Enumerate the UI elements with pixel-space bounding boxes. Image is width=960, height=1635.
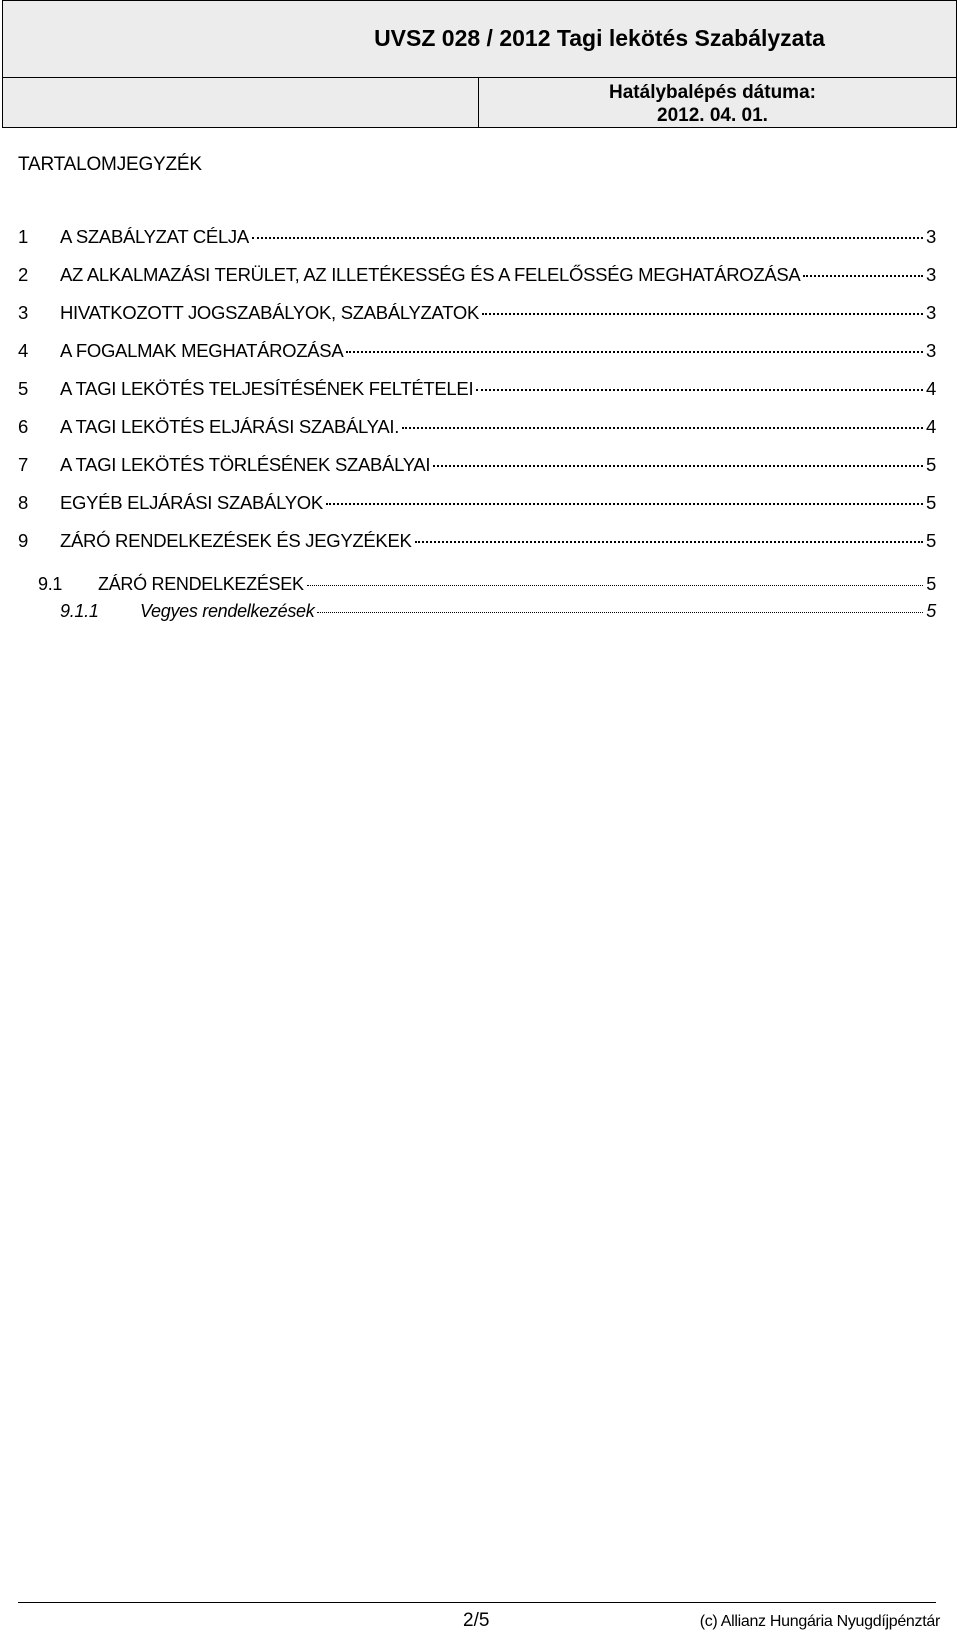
effective-date-label: Hatálybalépés dátuma: (609, 82, 816, 103)
toc-heading: TARTALOMJEGYZÉK (18, 154, 202, 175)
effective-date-cell (479, 78, 957, 128)
toc-entry-title[interactable]: A SZABÁLYZAT CÉLJA (60, 226, 249, 247)
toc-entry[interactable] (18, 264, 936, 302)
toc-entry[interactable] (18, 416, 936, 454)
toc-entry[interactable] (18, 530, 936, 568)
toc-entry[interactable] (18, 226, 936, 264)
toc-entry-title[interactable]: A TAGI LEKÖTÉS TELJESÍTÉSÉNEK FELTÉTELEI (60, 378, 474, 399)
toc-entry-number: 1 (18, 226, 28, 247)
toc-entry-page[interactable]: 5 (926, 492, 936, 513)
toc-entry-page[interactable]: 5 (926, 454, 936, 475)
header-title-cell (3, 1, 957, 78)
dot-leader (476, 388, 923, 391)
dot-leader (415, 540, 923, 543)
toc-entry-title[interactable]: EGYÉB ELJÁRÁSI SZABÁLYOK (60, 492, 323, 513)
toc-entry-number: 5 (18, 378, 28, 399)
toc-entry-page[interactable]: 4 (926, 378, 936, 399)
toc-entry-number: 6 (18, 416, 28, 437)
header-empty-cell (3, 78, 479, 128)
toc-entry[interactable] (18, 302, 936, 340)
effective-date-value: 2012. 04. 01. (657, 105, 768, 126)
toc-entry-title[interactable]: A TAGI LEKÖTÉS ELJÁRÁSI SZABÁLYAI. (60, 416, 400, 437)
toc-entry-number: 7 (18, 454, 28, 475)
toc-entry-number: 2 (18, 264, 28, 285)
toc-entry-title[interactable]: HIVATKOZOTT JOGSZABÁLYOK, SZABÁLYZATOK (60, 302, 479, 323)
toc-entry-page[interactable]: 5 (926, 601, 936, 621)
dot-leader (803, 274, 923, 277)
toc-entry-title[interactable]: A TAGI LEKÖTÉS TÖRLÉSÉNEK SZABÁLYAI (60, 454, 431, 475)
dot-leader (307, 584, 924, 586)
toc-subsubentry[interactable] (18, 601, 936, 627)
toc-entry-title[interactable]: A FOGALMAK MEGHATÁROZÁSA (60, 340, 344, 361)
footer-company-name: (c) Allianz Hungária Nyugdíjpénztár (699, 1613, 940, 1630)
toc-entry-number: 8 (18, 492, 28, 513)
dot-leader (482, 312, 923, 315)
footer-divider (18, 1602, 936, 1603)
toc-entry-number: 9 (18, 530, 28, 551)
dot-leader (252, 236, 923, 239)
toc-entry[interactable] (18, 454, 936, 492)
toc-entry-page[interactable]: 3 (926, 340, 936, 361)
toc-entry-page[interactable]: 3 (926, 264, 936, 285)
toc-entry-number: 3 (18, 302, 28, 323)
dot-leader (433, 464, 923, 467)
toc-entry-title[interactable]: ZÁRÓ RENDELKEZÉSEK (98, 574, 304, 594)
toc-entry-title[interactable]: ZÁRÓ RENDELKEZÉSEK ÉS JEGYZÉKEK (60, 530, 412, 551)
toc-entry-number: 9.1.1 (60, 601, 99, 621)
toc-entry-number: 4 (18, 340, 28, 361)
dot-leader (346, 350, 923, 353)
toc-entry-page[interactable]: 5 (926, 574, 936, 594)
toc-entry-page[interactable]: 4 (926, 416, 936, 437)
toc-entry[interactable] (18, 378, 936, 416)
toc-entry-page[interactable]: 5 (926, 530, 936, 551)
table-of-contents (18, 226, 936, 627)
toc-entry-number: 9.1 (38, 574, 63, 594)
dot-leader (326, 502, 923, 505)
document-title: UVSZ 028 / 2012 Tagi lekötés Szabályzata (374, 25, 825, 51)
footer-page-number: 2/5 (463, 1610, 490, 1631)
toc-entry[interactable] (18, 340, 936, 378)
toc-entry-page[interactable]: 3 (926, 226, 936, 247)
toc-entry-page[interactable]: 3 (926, 302, 936, 323)
toc-entry[interactable] (18, 492, 936, 530)
toc-entry-title[interactable]: AZ ALKALMAZÁSI TERÜLET, AZ ILLETÉKESSÉG ÉS A FELELŐSSÉG MEGHATÁROZÁSA (60, 264, 801, 285)
document-header (2, 0, 957, 128)
toc-entry-title[interactable]: Vegyes rendelkezések (140, 601, 315, 621)
dot-leader (317, 611, 923, 613)
dot-leader (402, 426, 923, 429)
toc-subentry[interactable] (18, 574, 936, 601)
